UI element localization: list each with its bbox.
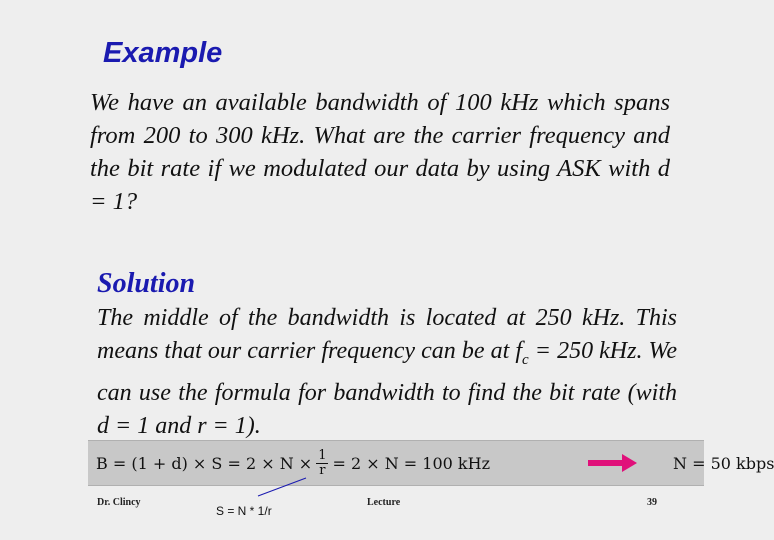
solution-text-part-1: The middle of the bandwidth is located at 250 kHz. This means that our carrier frequency can be at f <box>97 305 677 364</box>
footer-page-number: 39 <box>647 497 657 508</box>
slide-title: Example <box>103 37 223 69</box>
fraction-denominator: r <box>319 462 326 478</box>
formula-result: N = 50 kbps <box>673 453 774 473</box>
footer-author: Dr. Clincy <box>97 497 141 508</box>
solution-text-part-2: = 250 kHz. We can use the formula for bandwidth to find the bit rate (with d = 1 and r = 1). <box>97 338 677 439</box>
formula-box <box>88 440 774 486</box>
solution-heading: Solution <box>97 268 196 299</box>
fraction-numerator: 1 <box>318 447 327 463</box>
formula-fraction <box>316 449 328 478</box>
formula-right: = 2 × N = 100 kHz <box>332 453 490 473</box>
right-arrow-icon <box>588 453 638 473</box>
bandwidth-formula <box>96 447 490 479</box>
footer-lecture: Lecture <box>367 497 401 508</box>
solution-text <box>97 302 677 443</box>
problem-statement: We have an available bandwidth of 100 kHz which spans from 200 to 300 kHz. What are the carrier frequency and the bit rate if we modulated our data by using ASK with d = 1? <box>90 89 670 215</box>
carrier-subscript: c <box>522 351 529 368</box>
callout-note: S = N * 1/r <box>216 504 272 518</box>
formula-left: B = (1 + d) × S = 2 × N × <box>96 453 313 473</box>
